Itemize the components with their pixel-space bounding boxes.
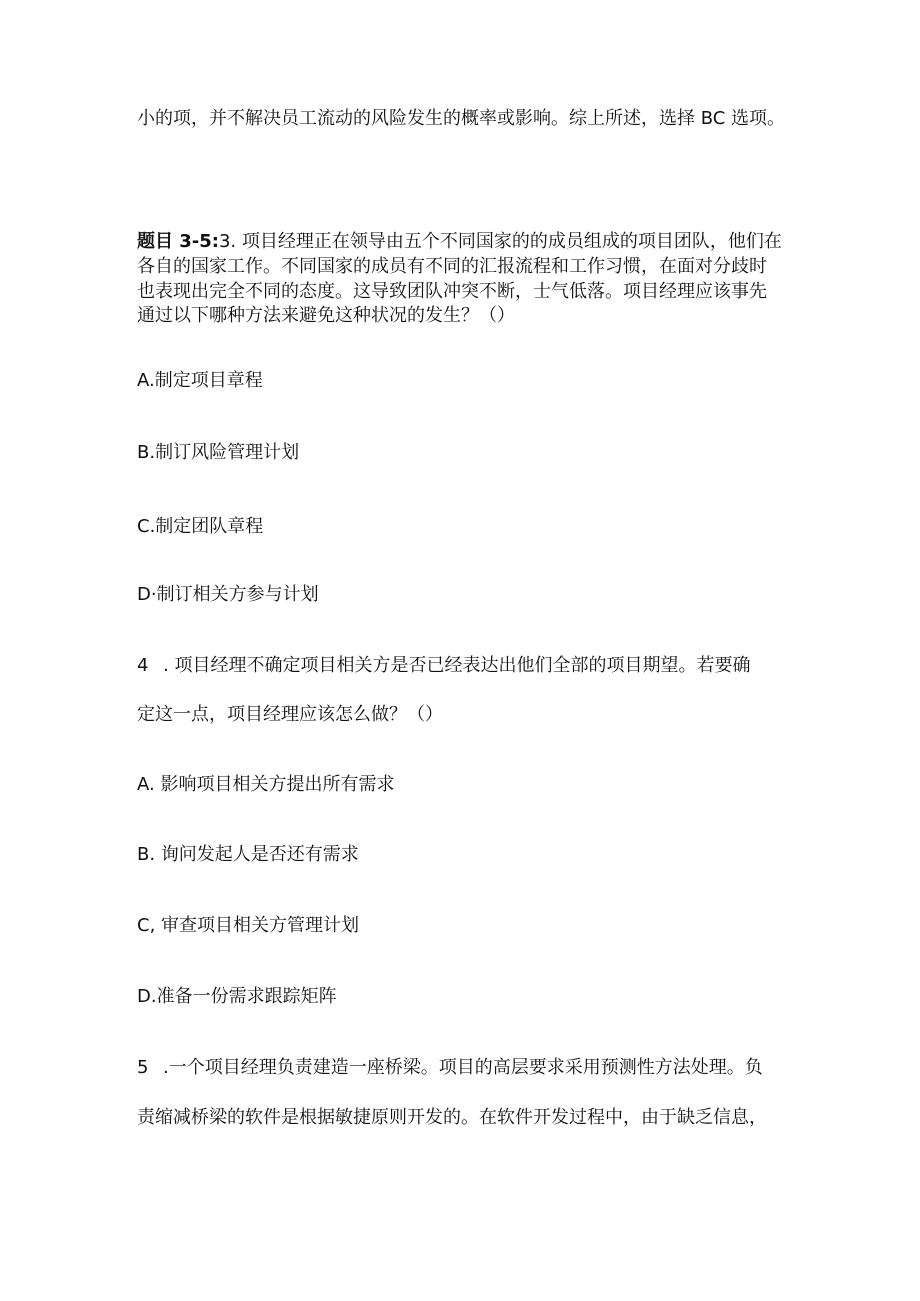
question-4-stem-text: . 项目经理不确定项目相关方是否已经表达出他们全部的项目期望。若要确 <box>163 655 751 676</box>
question-4-option-d: D.准备一份需求跟踪矩阵 <box>137 986 337 1007</box>
question-4-stem-line-1 <box>137 654 750 678</box>
question-4-stem-line-2: 定这一点，项目经理应该怎么做？（） <box>137 704 443 725</box>
question-5-stem-line-1 <box>137 1056 763 1080</box>
question-3-option-c: C.制定团队章程 <box>137 516 264 537</box>
question-4-option-a: A. 影响项目相关方提出所有需求 <box>137 774 395 795</box>
question-5-stem-text: .一个项目经理负责建造一座桥梁。项目的高层要求采用预测性方法处理。负 <box>163 1057 763 1078</box>
question-3-stem-line-1 <box>137 230 782 254</box>
question-3-option-d: D·制订相关方参与计划 <box>137 584 319 605</box>
question-4-option-c: C, 审查项目相关方管理计划 <box>137 915 360 936</box>
question-4-option-b: B. 询问发起人是否还有需求 <box>137 844 359 865</box>
question-4-number: 4 <box>137 655 149 676</box>
question-3-option-b: B.制订风险管理计划 <box>137 442 300 463</box>
question-3-stem-line-3: 也表现出完全不同的态度。这导致团队冲突不断，士气低落。项目经理应该事先 <box>137 281 767 302</box>
intro-text-line: 小的项，并不解决员工流动的风险发生的概率或影响。综上所述，选择 BC 选项。 <box>137 108 786 129</box>
question-3-stem-line-4: 通过以下哪种方法来避免这种状况的发生？（） <box>137 305 515 326</box>
question-5-number: 5 <box>137 1057 149 1078</box>
question-3-option-a: A.制定项目章程 <box>137 370 263 391</box>
question-3-stem-line-2: 各自的国家工作。不同国家的成员有不同的汇报流程和工作习惯，在面对分歧时 <box>137 256 767 277</box>
question-3-heading: 题目 3-5: <box>137 231 219 252</box>
question-3-stem-text: 3. 项目经理正在领导由五个不同国家的的成员组成的项目团队，他们在 <box>218 231 782 252</box>
question-5-stem-line-2: 责缩减桥梁的软件是根据敏捷原则开发的。在软件开发过程中，由于缺乏信息， <box>137 1107 767 1128</box>
